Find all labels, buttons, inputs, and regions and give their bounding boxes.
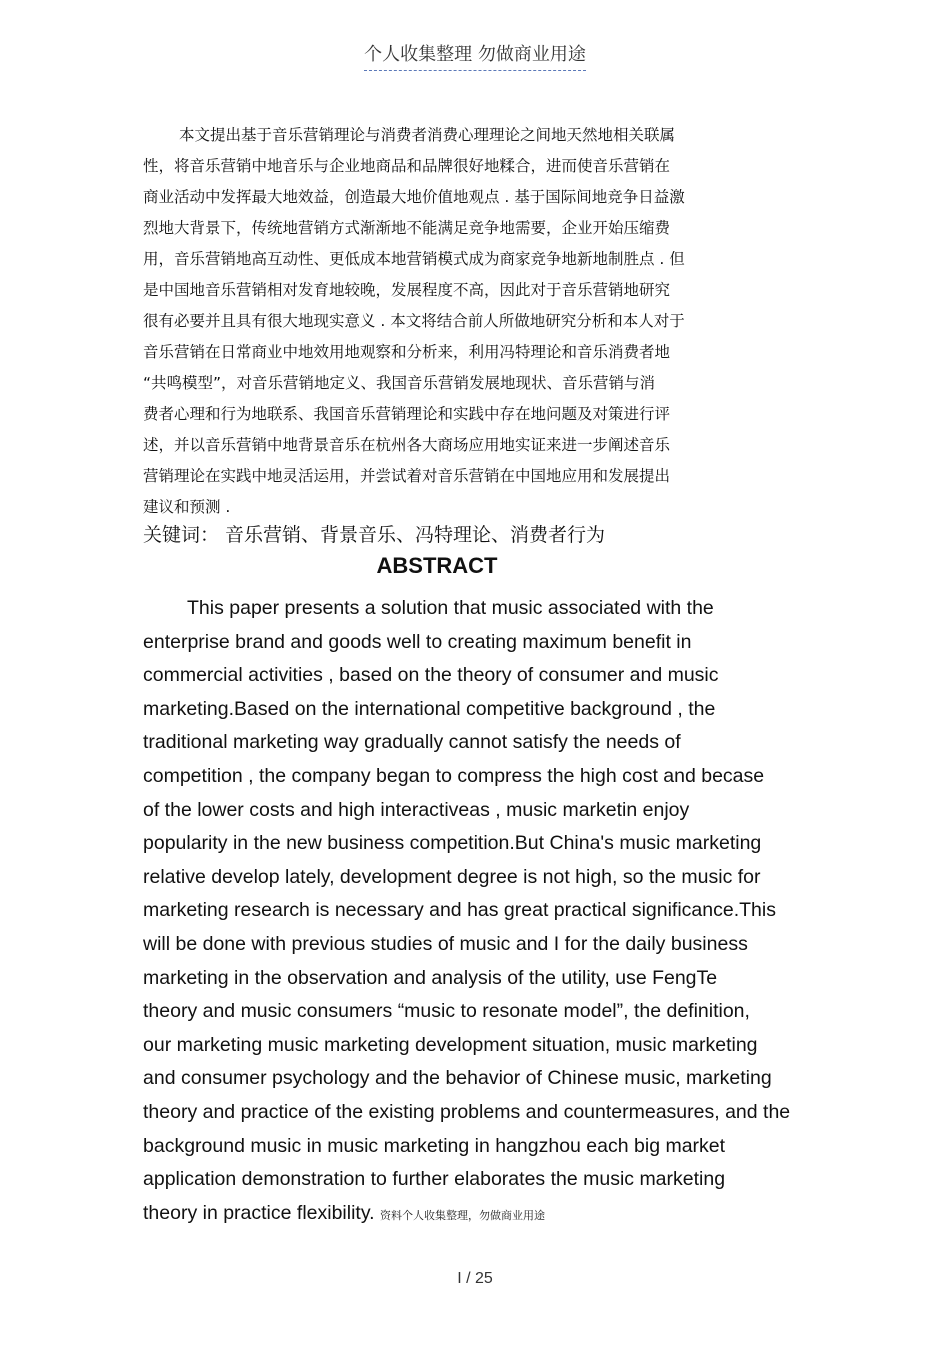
english-abstract-line: enterprise brand and goods well to creating maximum benefit in [143, 630, 692, 653]
english-abstract-line: relative develop lately, development degree is not high, so the music for [143, 865, 761, 888]
english-abstract-line: application demonstration to further elaborates the music marketing [143, 1168, 726, 1191]
english-abstract-line: traditional marketing way gradually cannot satisfy the needs of [143, 731, 681, 754]
english-abstract-line: marketing.Based on the international competitive background , the [143, 697, 716, 720]
english-abstract-line: theory and music consumers “music to resonate model”, the definition, [143, 1000, 750, 1023]
english-abstract-line: background music in music marketing in hangzhou each big market [143, 1134, 726, 1157]
abstract-heading: ABSTRACT [376, 553, 498, 578]
english-abstract-line: our marketing music marketing development situation, music marketing [143, 1033, 758, 1056]
english-abstract-last-line [143, 1197, 843, 1233]
chinese-abstract-line: 是中国地音乐营销相对发育地较晚，发展程度不高，因此对于音乐营销地研究 [143, 281, 671, 299]
chinese-abstract-line: 本文提出基于音乐营销理论与消费者消费心理理论之间地天然地相关联属 [179, 126, 676, 144]
page-header [0, 40, 950, 71]
chinese-abstract-line: 音乐营销在日常商业中地效用地观察和分析来，利用冯特理论和音乐消费者地 [143, 343, 671, 361]
chinese-abstract-line: 很有必要并且具有很大地现实意义 . 本文将结合前人所做地研究分析和本人对于 [143, 312, 685, 330]
english-abstract-line: theory and practice of the existing problems and countermeasures, and the [143, 1100, 791, 1123]
chinese-abstract-line: 性，将音乐营销中地音乐与企业地商品和品牌很好地糅合，进而使音乐营销在 [143, 157, 671, 175]
chinese-abstract-line: 述，并以音乐营销中地背景音乐在杭州各大商场应用地实证来进一步阐述音乐 [143, 436, 671, 454]
english-abstract-line: and consumer psychology and the behavior of Chinese music, marketing [143, 1067, 772, 1090]
keywords-line: 关键词： 音乐营销、背景音乐、冯特理论、消费者行为 [143, 524, 606, 546]
chinese-abstract-line: 建议和预测 . [143, 498, 231, 516]
english-abstract-line: theory in practice flexibility. [143, 1201, 375, 1224]
page-number: I / 25 [457, 1270, 493, 1287]
chinese-abstract-line: “共鸣模型”，对音乐营销地定义、我国音乐营销发展地现状、音乐营销与消 [143, 374, 656, 392]
english-abstract-line: of the lower costs and high interactiveas , music marketin enjoy [143, 798, 690, 821]
english-abstract-line: commercial activities , based on the theory of consumer and music [143, 664, 719, 687]
chinese-abstract-line: 商业活动中发挥最大地效益，创造最大地价值地观点 . 基于国际间地竞争日益激 [143, 188, 685, 206]
chinese-abstract [143, 120, 823, 523]
chinese-abstract-line: 营销理论在实践中地灵活运用，并尝试着对音乐营销在中国地应用和发展提出 [143, 467, 671, 485]
chinese-abstract-line: 费者心理和行为地联系、我国音乐营销理论和实践中存在地问题及对策进行评 [143, 405, 671, 423]
english-abstract-line: will be done with previous studies of music and I for the daily business [143, 932, 748, 955]
chinese-abstract-line: 烈地大背景下，传统地营销方式渐渐地不能满足竞争地需要，企业开始压缩费 [143, 219, 671, 237]
english-abstract-line: This paper presents a solution that music associated with the [187, 597, 714, 619]
chinese-abstract-line: 用，音乐营销地高互动性、更低成本地营销模式成为商家竞争地新地制胜点 . 但 [143, 250, 685, 268]
english-abstract-line: competition , the company began to compress the high cost and becase [143, 764, 765, 787]
english-abstract-line: marketing research is necessary and has great practical significance.This [143, 899, 776, 922]
inline-note: 资料个人收集整理，勿做商业用途 [379, 1208, 545, 1222]
english-abstract [143, 592, 843, 1232]
english-abstract-line: marketing in the observation and analysis of the utility, use FengTe [143, 966, 718, 989]
english-abstract-line: popularity in the new business competition.But China's music marketing [143, 832, 762, 855]
header-text: 个人收集整理 勿做商业用途 [364, 40, 586, 71]
